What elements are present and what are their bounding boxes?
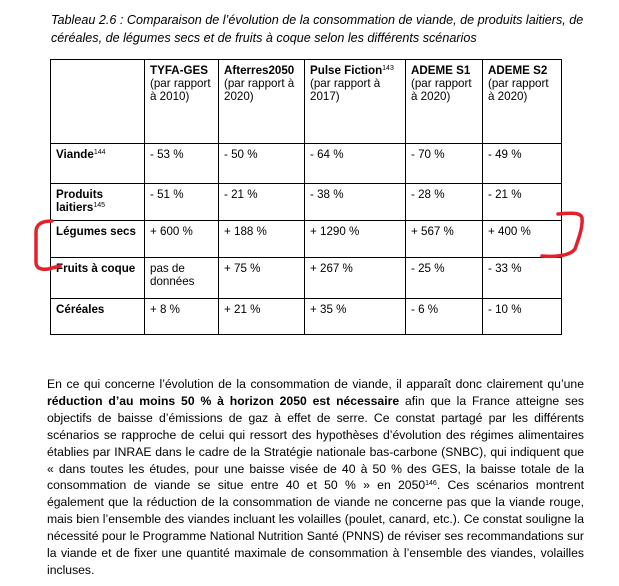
para-bold: réduction d’au moins 50 % à horizon 2050 est nécessaire	[47, 393, 400, 408]
table-cell: - 51 %	[145, 184, 219, 221]
table-cell: - 21 %	[219, 184, 305, 221]
table-cell: + 1290 %	[305, 221, 406, 258]
table-cell: - 70 %	[406, 144, 483, 184]
header-title: ADEME S1	[411, 64, 471, 77]
table-row	[51, 258, 562, 299]
header-note: (par rapport à 2020)	[224, 77, 295, 103]
footnote-ref: 143	[382, 65, 394, 72]
footnote-ref: 145	[93, 202, 106, 209]
footnote-ref: 146	[425, 480, 437, 488]
row-label-cereales: Céréales	[51, 299, 145, 335]
body-paragraph	[47, 376, 584, 579]
header-title: Pulse Fiction	[310, 64, 383, 77]
table-cell: + 400 %	[483, 221, 562, 258]
table-row	[51, 184, 562, 221]
table-row-highlighted	[51, 221, 562, 258]
header-note: (par rapport à 2010)	[150, 77, 211, 103]
table-cell: - 50 %	[219, 144, 305, 184]
para-text-3: . Ces scénarios montrent également que la réduction de la consommation de viande ne concerne pas que la viande rouge, mais bien l’ensemble des viandes incluant les volailles (poulet, canard, etc.). Ce constat souligne la nécessité pour le Programme National Nutrition Santé (PNNS) de réviser ses recommandations sur la viande et de fixer une quantité maximale de consommation à l’ensemble des viandes, volailles incluses.	[47, 478, 584, 577]
table-cell: - 21 %	[483, 184, 562, 221]
table-row	[51, 299, 562, 335]
table-cell: pas de données	[145, 258, 219, 299]
table-cell: - 6 %	[406, 299, 483, 335]
table-cell: + 567 %	[406, 221, 483, 258]
table-cell: - 33 %	[483, 258, 562, 299]
para-text-2: afin que la France atteigne ses objectifs de baisse d’émissions de gaz à effet de serre. Ce constat partagé par les différents scénarios se rapproche de celui qui ressort des hypothèses d’évolution des régimes alimentaires établies par INRAE dans le cadre de la Stratégie nationale bas-carbone (SNBC), qui indiquent que « dans toutes les études, pour une baisse visée de 40 à 50 % des GES, la baisse totale de la consommation de viande se situe entre 40 et 50 % » en 2050	[47, 393, 584, 493]
table-cell: + 35 %	[305, 299, 406, 335]
table-header-row	[51, 60, 562, 144]
table-cell: - 25 %	[406, 258, 483, 299]
header-cell-afterres	[219, 60, 305, 144]
header-cell-ademe-s2	[483, 60, 562, 144]
table-cell: - 38 %	[305, 184, 406, 221]
para-text-1: En ce qui concerne l’évolution de la consommation de viande, il apparaît donc clairement qu’une	[47, 377, 584, 391]
table-cell: - 53 %	[145, 144, 219, 184]
header-note: (par rapport à 2017)	[310, 77, 381, 103]
row-label-produits-laitiers: Produits laitiers$^{145}$	[51, 184, 145, 221]
header-cell-ademe-s1	[406, 60, 483, 144]
footnote-ref: 144	[93, 149, 106, 156]
row-label-viande: Viande$^{144}$	[51, 144, 145, 184]
header-cell-tyfa	[145, 60, 219, 144]
table-caption: Tableau 2.6 : Comparaison de l’évolution de la consommation de viande, de produits laitiers, de céréales, de légumes secs et de fruits à coque selon les différents scénarios	[51, 13, 584, 45]
header-title: ADEME S2	[488, 64, 548, 77]
row-label-fruits-a-coque: Fruits à coque	[51, 258, 145, 299]
table-cell: + 600 %	[145, 221, 219, 258]
header-title: Afterres2050	[224, 64, 295, 77]
table-cell: + 267 %	[305, 258, 406, 299]
header-title: TYFA-GES	[150, 64, 208, 77]
table-cell: - 28 %	[406, 184, 483, 221]
header-cell-pulse-fiction	[305, 60, 406, 144]
header-note: (par rapport à 2020)	[488, 77, 549, 103]
header-note: (par rapport à 2020)	[411, 77, 472, 103]
table-cell: - 10 %	[483, 299, 562, 335]
comparison-table	[50, 59, 562, 335]
row-label-legumes-secs: Légumes secs	[51, 221, 145, 258]
table-row	[51, 144, 562, 184]
header-cell-empty	[51, 60, 145, 144]
table-cell: + 75 %	[219, 258, 305, 299]
table-cell: + 8 %	[145, 299, 219, 335]
table-cell: - 64 %	[305, 144, 406, 184]
table-cell: + 188 %	[219, 221, 305, 258]
table-cell: - 49 %	[483, 144, 562, 184]
table-cell: + 21 %	[219, 299, 305, 335]
